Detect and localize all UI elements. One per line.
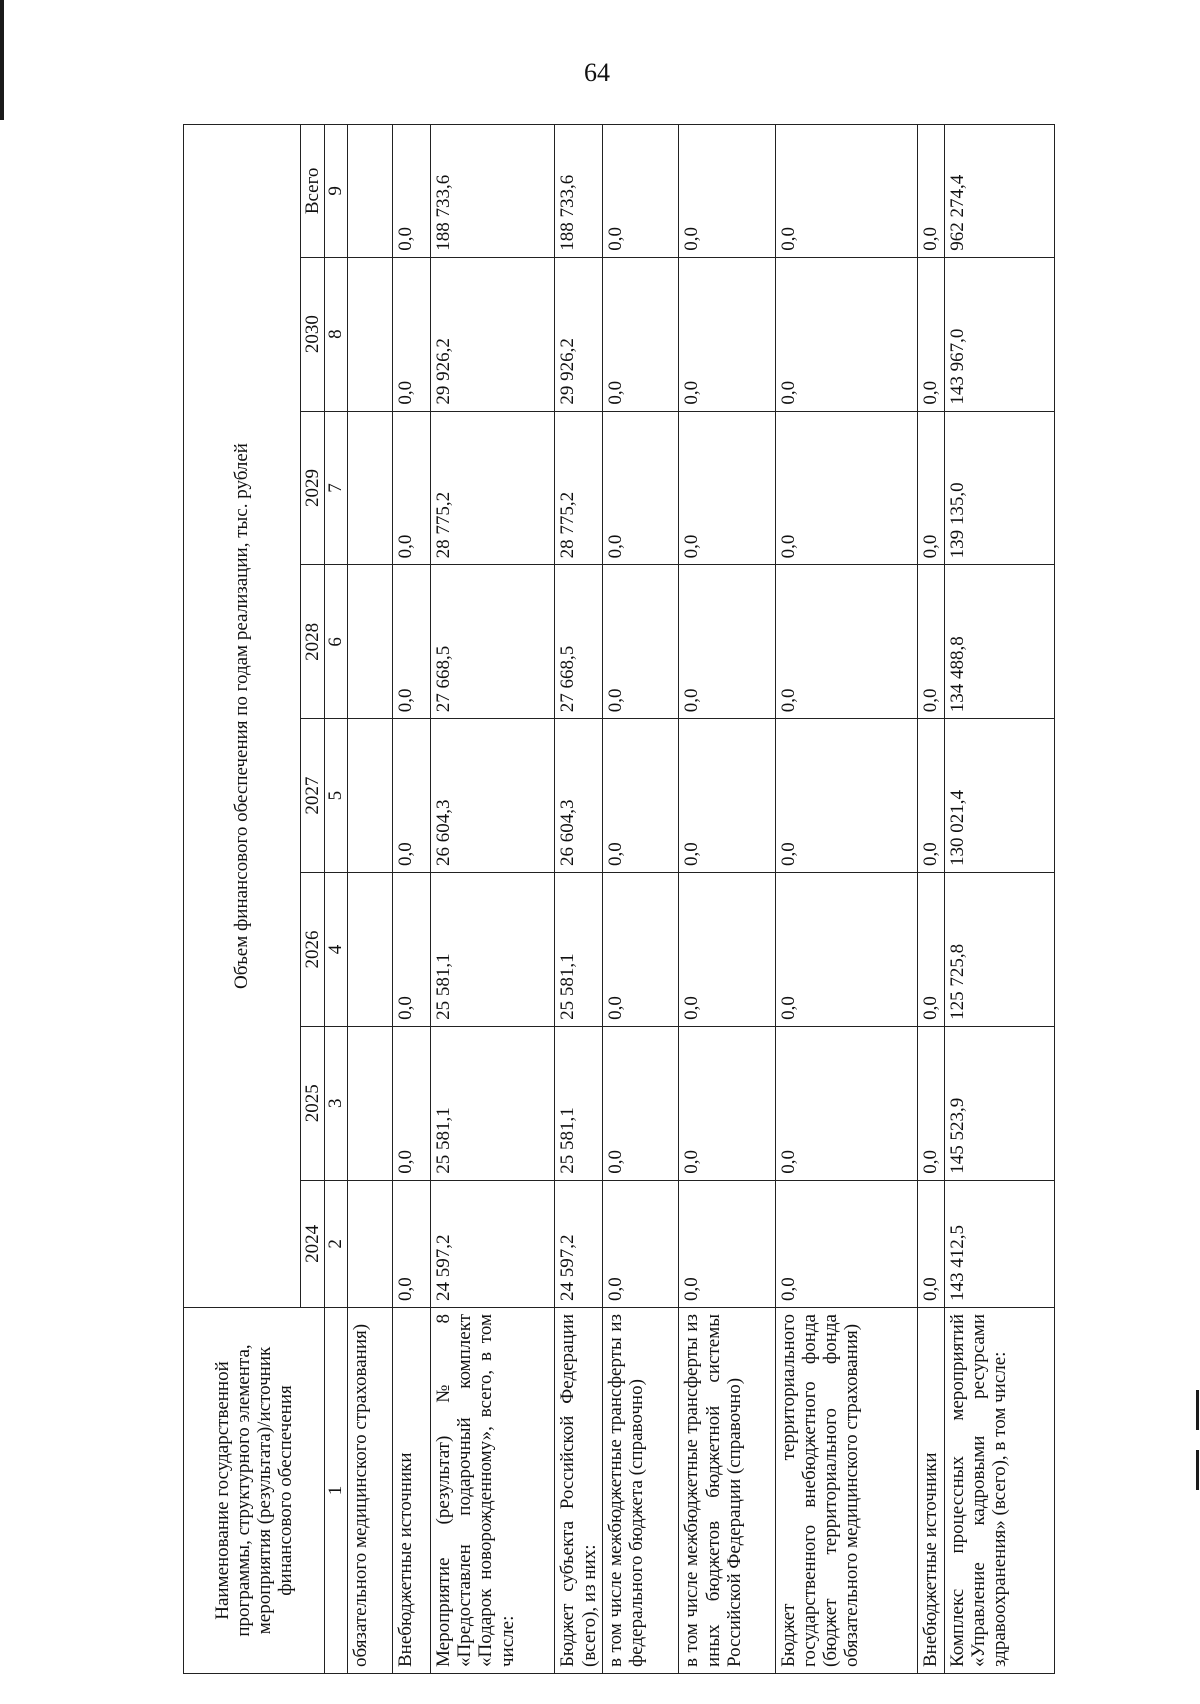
- rotated-table-container: [183, 124, 1055, 1674]
- value-cell: 0,0: [775, 1026, 918, 1180]
- value-cell: [347, 719, 392, 873]
- value-cell: 0,0: [918, 411, 944, 565]
- value-cell: [347, 257, 392, 411]
- value-cell: 0,0: [775, 411, 918, 565]
- value-cell: 0,0: [603, 411, 679, 565]
- value-cell: [347, 1026, 392, 1180]
- value-cell: 143 967,0: [944, 257, 1054, 411]
- value-cell: 0,0: [392, 1180, 430, 1307]
- column-number: 8: [325, 257, 347, 411]
- value-cell: 0,0: [775, 719, 918, 873]
- value-cell: 134 488,8: [944, 565, 1054, 719]
- value-cell: [347, 125, 392, 258]
- row-name: Внебюджетные источники: [918, 1308, 944, 1674]
- value-cell: 0,0: [918, 873, 944, 1027]
- value-cell: 0,0: [679, 125, 775, 258]
- value-cell: 0,0: [603, 565, 679, 719]
- value-cell: 188 733,6: [555, 125, 603, 258]
- header-name: Наименование государственной программы, структурного элемента, мероприятия (результата)/источник финансового обеспечения: [184, 1308, 325, 1674]
- value-cell: 0,0: [392, 1026, 430, 1180]
- value-cell: 145 523,9: [944, 1026, 1054, 1180]
- value-cell: 28 775,2: [430, 411, 554, 565]
- value-cell: 0,0: [679, 873, 775, 1027]
- row-name: Бюджет территориального государственного внебюджетного фонда (бюджет территориального фонда обязательного медицинского страхования): [775, 1308, 918, 1674]
- value-cell: 143 412,5: [944, 1180, 1054, 1307]
- scan-edge-mark: [1196, 1450, 1199, 1490]
- column-number: 5: [325, 719, 347, 873]
- value-cell: 26 604,3: [555, 719, 603, 873]
- value-cell: 29 926,2: [430, 257, 554, 411]
- value-cell: 0,0: [392, 257, 430, 411]
- value-cell: 0,0: [918, 565, 944, 719]
- year-header: 2024: [301, 1180, 325, 1307]
- value-cell: 25 581,1: [430, 873, 554, 1027]
- value-cell: 0,0: [603, 125, 679, 258]
- value-cell: 0,0: [392, 125, 430, 258]
- column-number: 6: [325, 565, 347, 719]
- year-header: 2026: [301, 873, 325, 1027]
- value-cell: 24 597,2: [430, 1180, 554, 1307]
- value-cell: 0,0: [603, 257, 679, 411]
- value-cell: [347, 411, 392, 565]
- year-header: 2029: [301, 411, 325, 565]
- year-header: Всего: [301, 125, 325, 258]
- value-cell: 0,0: [775, 257, 918, 411]
- value-cell: 139 135,0: [944, 411, 1054, 565]
- row-name: в том числе межбюджетные трансферты из федерального бюджета (справочно): [603, 1308, 679, 1674]
- value-cell: 0,0: [679, 1026, 775, 1180]
- table-row: [430, 125, 554, 1674]
- column-number: 2: [325, 1180, 347, 1307]
- page-number: 64: [584, 58, 610, 87]
- value-cell: 0,0: [775, 565, 918, 719]
- table-row: [603, 125, 679, 1674]
- table-row: [918, 125, 944, 1674]
- value-cell: 0,0: [918, 257, 944, 411]
- value-cell: 0,0: [679, 565, 775, 719]
- value-cell: 28 775,2: [555, 411, 603, 565]
- column-number: 4: [325, 873, 347, 1027]
- value-cell: 0,0: [775, 1180, 918, 1307]
- value-cell: 27 668,5: [430, 565, 554, 719]
- value-cell: 0,0: [392, 565, 430, 719]
- value-cell: 25 581,1: [430, 1026, 554, 1180]
- value-cell: 0,0: [679, 257, 775, 411]
- table-row: [347, 125, 392, 1674]
- scan-edge-mark: [0, 0, 4, 120]
- value-cell: 0,0: [679, 719, 775, 873]
- value-cell: [347, 873, 392, 1027]
- column-number-row: [325, 125, 347, 1674]
- row-name: обязательного медицинского страхования): [347, 1308, 392, 1674]
- value-cell: 26 604,3: [430, 719, 554, 873]
- year-header: 2028: [301, 565, 325, 719]
- row-name: Внебюджетные источники: [392, 1308, 430, 1674]
- row-name: Мероприятие (результат) № 8 «Предоставлен подарочный комплект «Подарок новорожденному», всего, в том числе:: [430, 1308, 554, 1674]
- value-cell: 27 668,5: [555, 565, 603, 719]
- year-header: 2025: [301, 1026, 325, 1180]
- value-cell: 0,0: [918, 1026, 944, 1180]
- value-cell: 962 274,4: [944, 125, 1054, 258]
- header-volume: Объем финансового обеспечения по годам реализации, тыс. рублей: [184, 125, 301, 1308]
- value-cell: 0,0: [603, 873, 679, 1027]
- year-header: 2030: [301, 257, 325, 411]
- column-number: 3: [325, 1026, 347, 1180]
- value-cell: 130 021,4: [944, 719, 1054, 873]
- column-number: 9: [325, 125, 347, 258]
- value-cell: 125 725,8: [944, 873, 1054, 1027]
- table-row: [555, 125, 603, 1674]
- value-cell: 0,0: [392, 719, 430, 873]
- value-cell: 24 597,2: [555, 1180, 603, 1307]
- table-row: [775, 125, 918, 1674]
- row-name: Комплекс процессных мероприятий «Управление кадровыми ресурсами здравоохранения» (всего), в том числе:: [944, 1308, 1054, 1674]
- value-cell: 0,0: [392, 873, 430, 1027]
- value-cell: 0,0: [775, 125, 918, 258]
- scan-edge-mark: [1196, 1390, 1199, 1430]
- value-cell: 0,0: [603, 1026, 679, 1180]
- column-number: 1: [325, 1308, 347, 1674]
- value-cell: 0,0: [679, 411, 775, 565]
- value-cell: 0,0: [603, 1180, 679, 1307]
- value-cell: 0,0: [918, 125, 944, 258]
- value-cell: [347, 565, 392, 719]
- row-name: Бюджет субъекта Российской Федерации (всего), из них:: [555, 1308, 603, 1674]
- value-cell: 0,0: [918, 719, 944, 873]
- column-number: 7: [325, 411, 347, 565]
- table-row: [392, 125, 430, 1674]
- value-cell: [347, 1180, 392, 1307]
- value-cell: 0,0: [392, 411, 430, 565]
- table-row: [944, 125, 1054, 1674]
- financing-table: [183, 124, 1055, 1674]
- value-cell: 29 926,2: [555, 257, 603, 411]
- value-cell: 0,0: [775, 873, 918, 1027]
- table-row: [679, 125, 775, 1674]
- value-cell: 25 581,1: [555, 1026, 603, 1180]
- header-row: [184, 125, 301, 1674]
- year-header: 2027: [301, 719, 325, 873]
- value-cell: 0,0: [603, 719, 679, 873]
- value-cell: 25 581,1: [555, 873, 603, 1027]
- value-cell: 0,0: [918, 1180, 944, 1307]
- row-name: в том числе межбюджетные трансферты из иных бюджетов бюджетной системы Российской Федерации (справочно): [679, 1308, 775, 1674]
- value-cell: 188 733,6: [430, 125, 554, 258]
- value-cell: 0,0: [679, 1180, 775, 1307]
